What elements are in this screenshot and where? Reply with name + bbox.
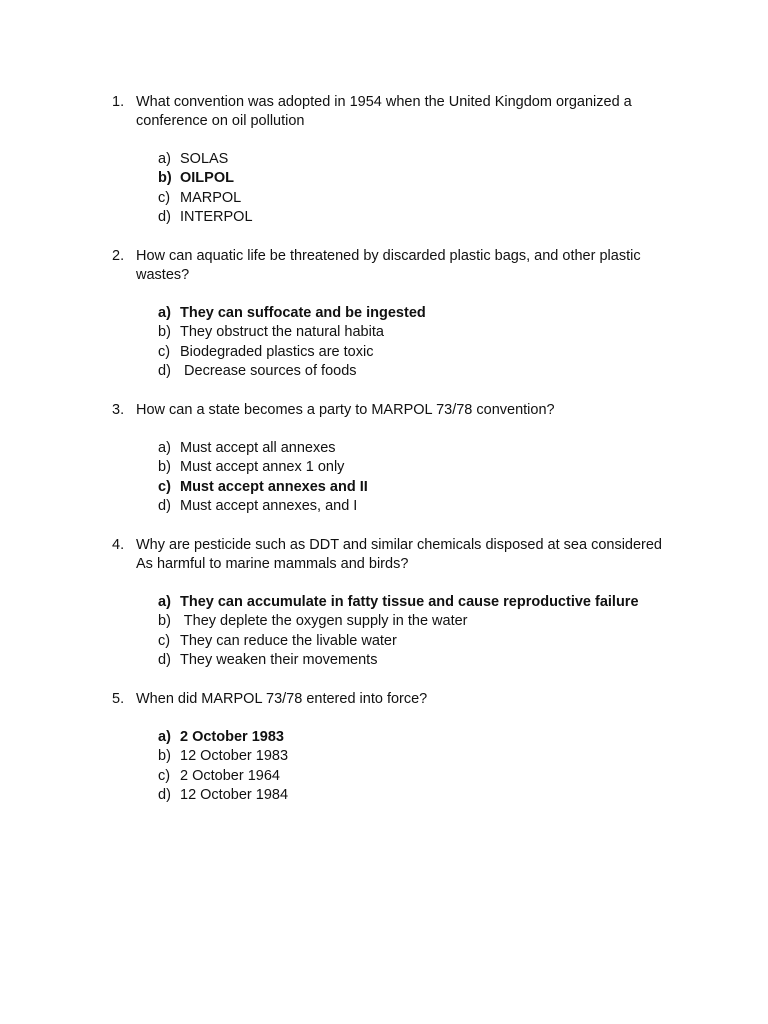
option-text: They can reduce the livable water	[180, 632, 397, 649]
option-text: They can accumulate in fatty tissue and cause reproductive failure	[180, 594, 639, 610]
question-4-options	[158, 593, 672, 670]
question-5	[112, 690, 672, 805]
question-5-number: 5.	[112, 691, 125, 707]
question-5-text: When did MARPOL 73/78 entered into force?	[136, 691, 428, 707]
option-letter: a)	[158, 594, 171, 610]
option-letter: d)	[158, 651, 171, 668]
option-text: Must accept annexes, and I	[180, 497, 358, 514]
question-1	[112, 93, 672, 227]
question-4-number: 4.	[112, 537, 125, 553]
question-3-options	[158, 439, 672, 516]
question-4-option-d	[158, 651, 672, 670]
option-text: INTERPOL	[180, 208, 253, 225]
option-text: Decrease sources of foods	[180, 362, 357, 379]
option-text: SOLAS	[180, 151, 229, 167]
option-letter: d)	[158, 362, 171, 379]
question-4-option-a	[158, 593, 672, 612]
option-letter: c)	[158, 478, 171, 495]
question-5-options	[158, 728, 672, 805]
question-3-option-c	[158, 478, 672, 497]
question-2-options	[158, 304, 672, 381]
question-2-text: How can aquatic life be threatened by discarded plastic bags, and other plastic wastes?	[136, 248, 645, 283]
option-text: Must accept annexes and II	[180, 478, 368, 495]
question-1-option-d	[158, 208, 672, 227]
option-text: OILPOL	[180, 170, 234, 187]
option-text: They obstruct the natural habita	[180, 324, 384, 341]
option-text: Must accept annex 1 only	[180, 459, 345, 476]
question-3-option-b	[158, 458, 672, 477]
question-1-number: 1.	[112, 94, 125, 110]
question-3-option-d	[158, 497, 672, 516]
question-4-header	[112, 536, 672, 574]
option-letter: c)	[158, 632, 171, 649]
option-text: Must accept all annexes	[180, 440, 336, 456]
question-5-header	[112, 690, 672, 709]
option-letter: c)	[158, 767, 171, 784]
question-2-option-b	[158, 323, 672, 342]
question-2-option-a	[158, 304, 672, 323]
question-3-header	[112, 401, 672, 420]
question-3-text: How can a state becomes a party to MARPOL 73/78 convention?	[136, 402, 555, 418]
question-2-option-d	[158, 362, 672, 381]
question-2-option-c	[158, 343, 672, 362]
option-letter: a)	[158, 305, 171, 321]
question-4-option-b	[158, 612, 672, 631]
option-letter: a)	[158, 151, 171, 167]
option-letter: b)	[158, 613, 171, 630]
question-5-option-c	[158, 767, 672, 786]
question-5-option-b	[158, 747, 672, 766]
option-text: 2 October 1964	[180, 767, 280, 784]
option-text: They deplete the oxygen supply in the water	[180, 613, 468, 630]
option-letter: d)	[158, 208, 171, 225]
question-1-option-b	[158, 169, 672, 188]
option-text: 12 October 1984	[180, 786, 289, 803]
option-letter: d)	[158, 786, 171, 803]
question-2	[112, 247, 672, 381]
question-3-option-a	[158, 439, 672, 458]
option-text: They weaken their movements	[180, 651, 378, 668]
question-2-number: 2.	[112, 248, 125, 264]
option-letter: b)	[158, 324, 171, 341]
option-text: Biodegraded plastics are toxic	[180, 343, 374, 360]
option-text: 12 October 1983	[180, 748, 289, 765]
option-letter: d)	[158, 497, 171, 514]
question-1-option-c	[158, 189, 672, 208]
option-letter: b)	[158, 170, 172, 187]
option-letter: b)	[158, 748, 171, 765]
option-text: 2 October 1983	[180, 729, 284, 745]
option-letter: a)	[158, 440, 171, 456]
question-1-options	[158, 150, 672, 227]
question-3	[112, 401, 672, 516]
question-1-option-a	[158, 150, 672, 169]
option-text: MARPOL	[180, 189, 242, 206]
question-2-header	[112, 247, 672, 285]
option-text: They can suffocate and be ingested	[180, 305, 426, 321]
question-5-option-d	[158, 786, 672, 805]
question-4-option-c	[158, 632, 672, 651]
question-4-text: Why are pesticide such as DDT and similar chemicals disposed at sea considered As harmful to marine mammals and birds?	[136, 537, 666, 572]
question-4	[112, 536, 672, 670]
option-letter: c)	[158, 189, 171, 206]
question-5-option-a	[158, 728, 672, 747]
option-letter: a)	[158, 729, 171, 745]
question-1-text: What convention was adopted in 1954 when the United Kingdom organized a conference on oil pollution	[136, 94, 636, 129]
option-letter: b)	[158, 459, 171, 476]
option-letter: c)	[158, 343, 171, 360]
question-3-number: 3.	[112, 402, 125, 418]
question-1-header	[112, 93, 672, 131]
